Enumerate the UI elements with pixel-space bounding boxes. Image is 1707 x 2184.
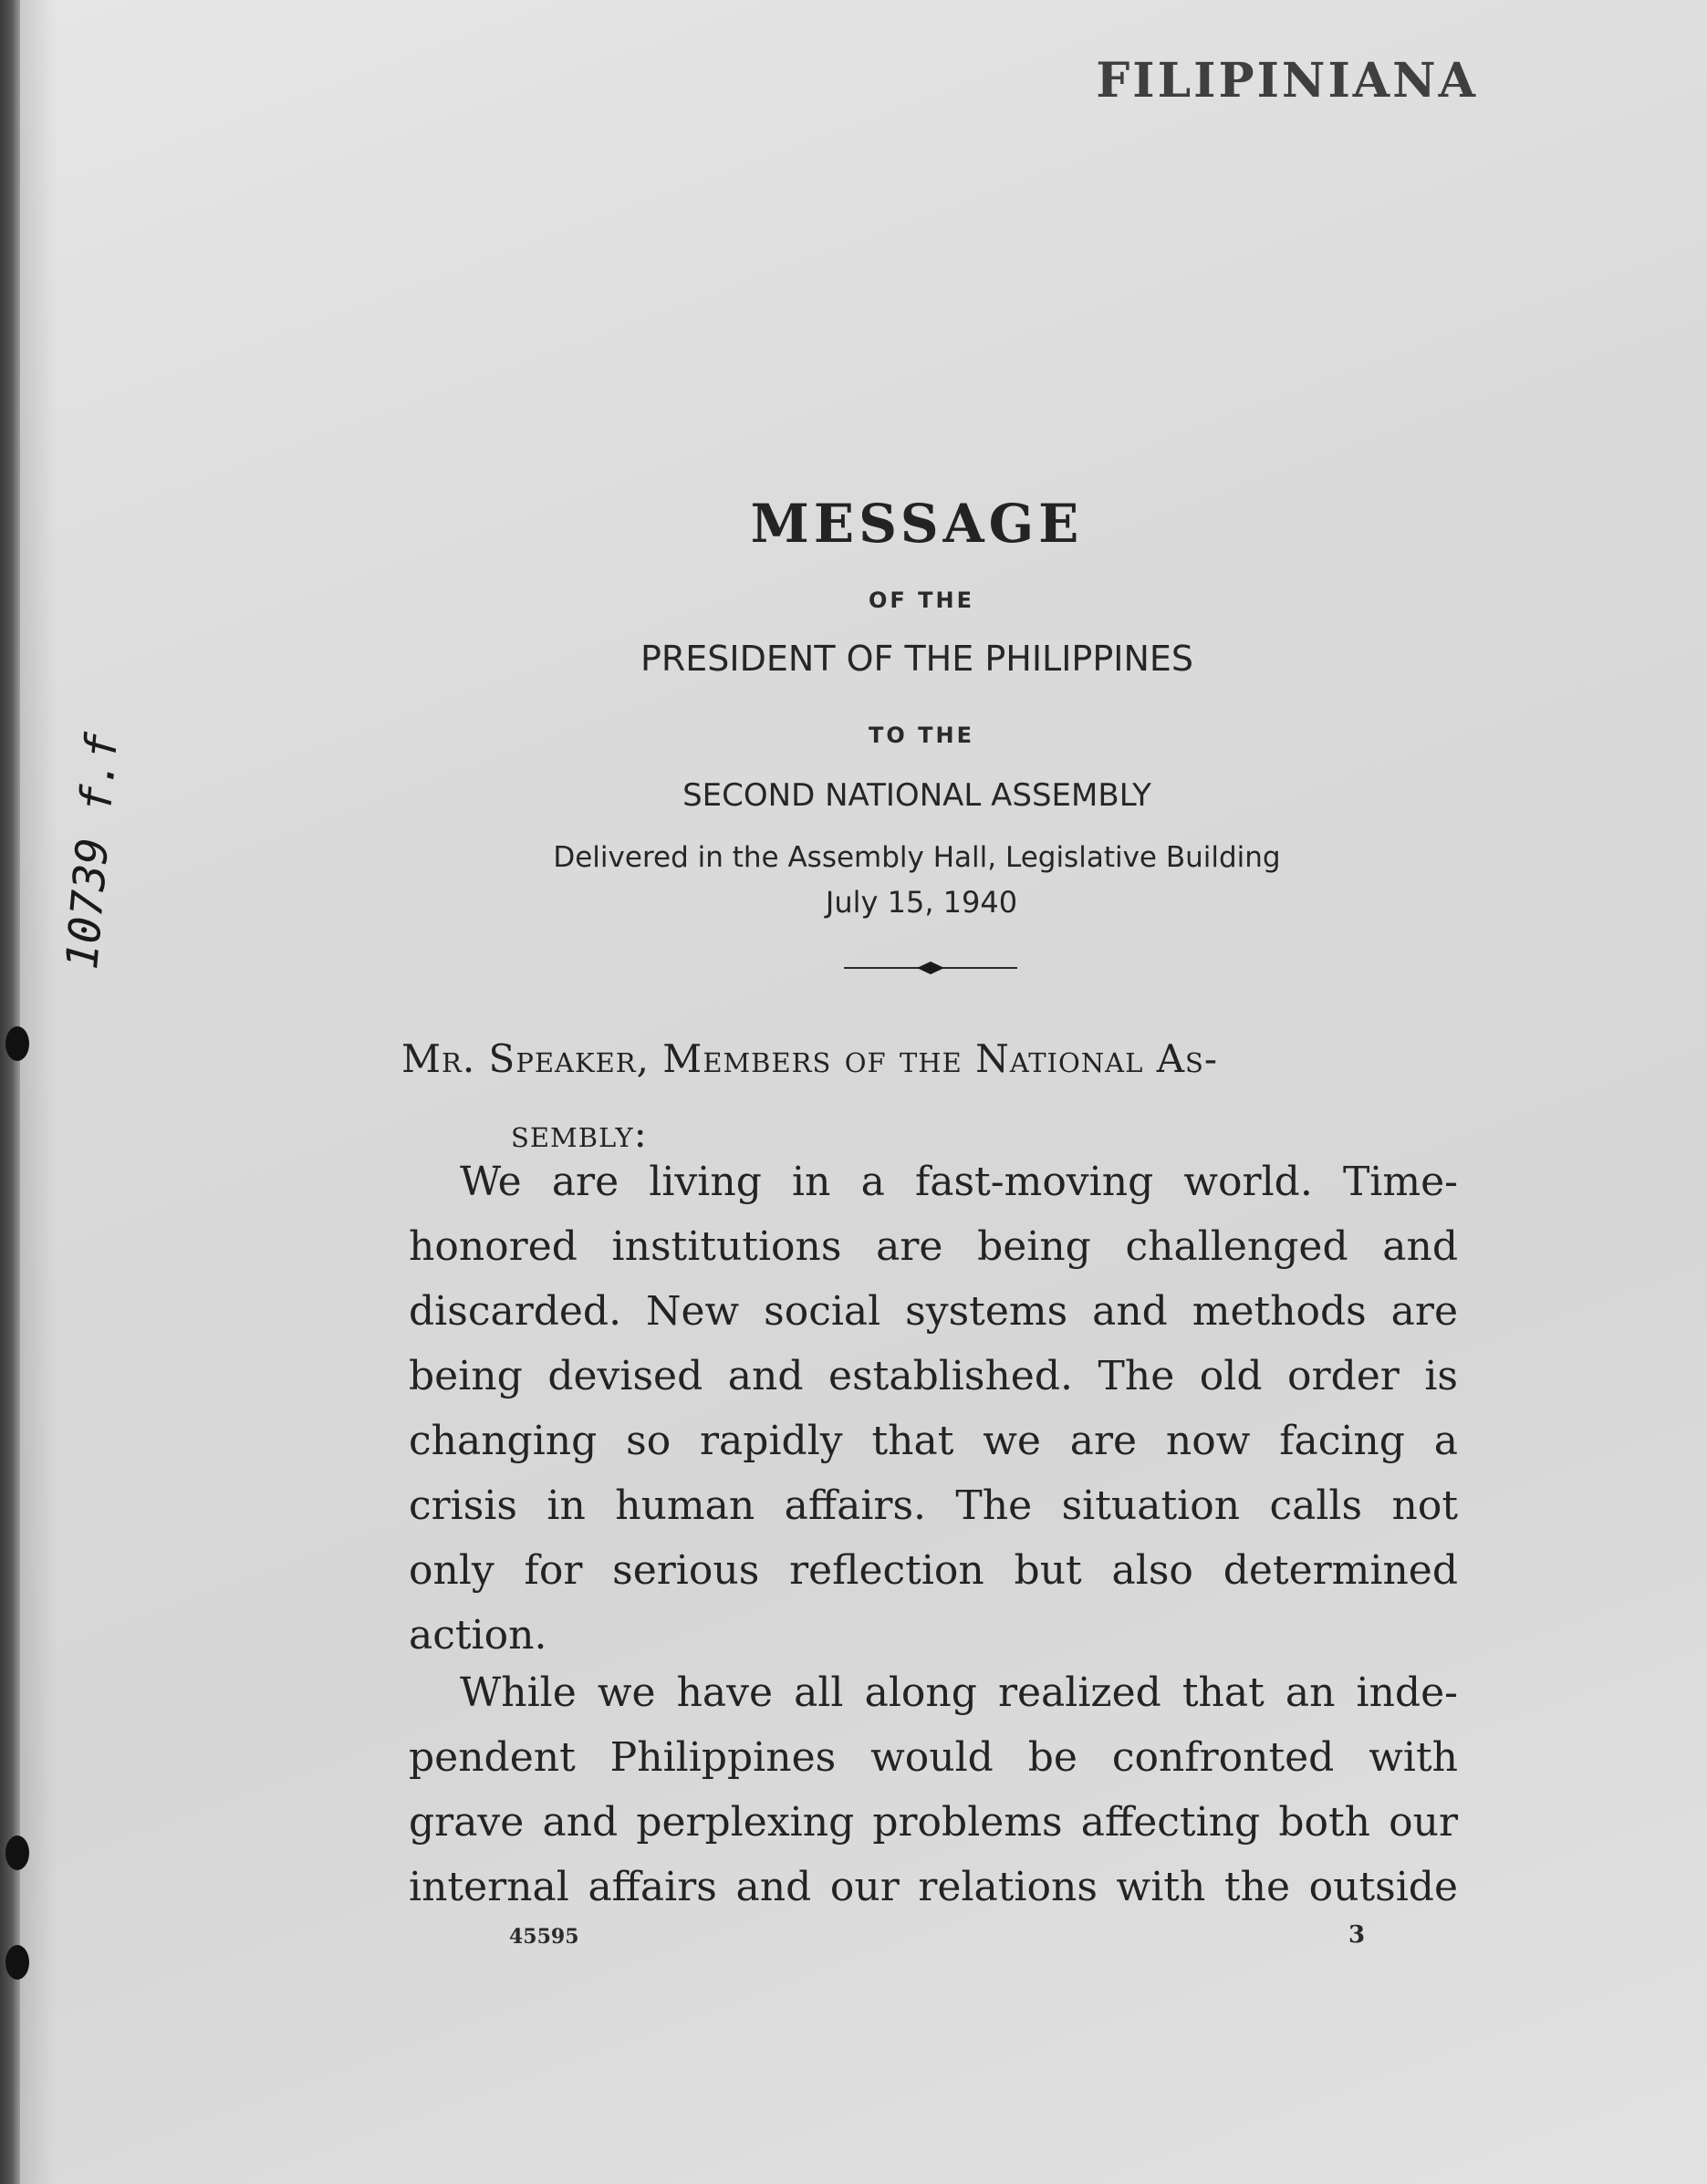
text-line: being devised and established. The old order is: [409, 1353, 1458, 1399]
text-line: We are living in a fast-moving world. Time-: [460, 1159, 1458, 1205]
page-number: 3: [1348, 1921, 1366, 1949]
paragraph-two: [409, 1660, 1458, 1919]
text-line: grave and perplexing problems affecting both our: [409, 1799, 1458, 1846]
text-line: crisis in human affairs. The situation calls not: [409, 1482, 1458, 1529]
filipiniana-stamp: FILIPINIANA: [1096, 53, 1478, 109]
delivered-line: Delivered in the Assembly Hall, Legislative Building: [553, 841, 1281, 874]
assembly-heading: SECOND NATIONAL ASSEMBLY: [682, 777, 1151, 814]
paragraph-one: [409, 1149, 1458, 1668]
to-the-line: TO THE: [869, 723, 974, 748]
text-line: changing so rapidly that we are now facing a: [409, 1418, 1458, 1464]
salutation-line: sembly:: [511, 1111, 648, 1156]
text-line: action.: [409, 1612, 547, 1659]
text-line: pendent Philippines would be confronted with: [409, 1734, 1458, 1781]
text-line: internal affairs and our relations with the outside: [409, 1864, 1458, 1910]
date-line: July 15, 1940: [825, 885, 1018, 920]
signature-mark: 45595: [509, 1925, 579, 1949]
text-line: honored institutions are being challenged and: [409, 1223, 1458, 1270]
binding-hole: [5, 1945, 29, 1980]
president-heading: PRESIDENT OF THE PHILIPPINES: [640, 639, 1194, 679]
binding-hole: [5, 1836, 29, 1870]
binding-hole: [5, 1026, 29, 1061]
of-the-line: OF THE: [868, 588, 974, 613]
text-line: discarded. New social systems and methods are: [409, 1288, 1458, 1335]
text-line: only for serious reflection but also determined: [409, 1547, 1458, 1594]
handwritten-call-number: 10739 f.f: [56, 731, 129, 972]
divider-ornament: [844, 954, 1017, 982]
text-line: While we have all along realized that an inde-: [460, 1669, 1458, 1716]
salutation-line: Mr. Speaker, Members of the National As-: [401, 1036, 1219, 1081]
document-title: MESSAGE: [750, 493, 1084, 555]
